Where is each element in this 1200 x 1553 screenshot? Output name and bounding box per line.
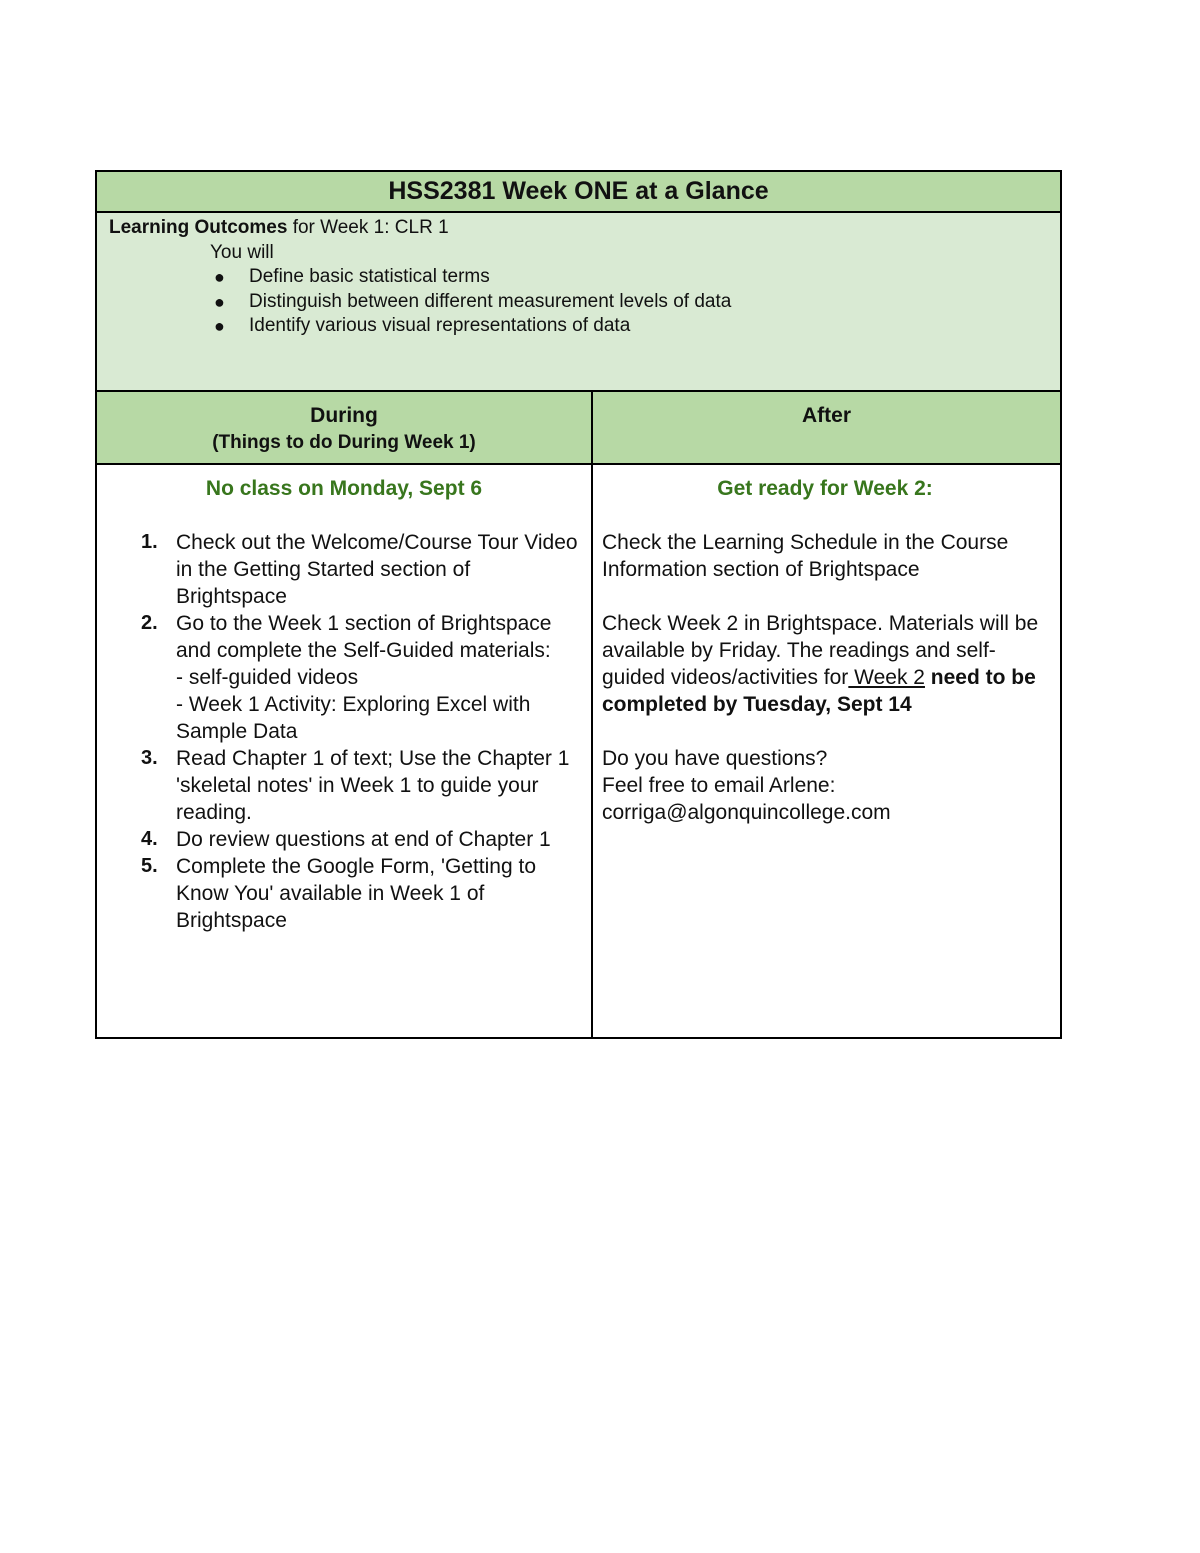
week2-note: Check Week 2 in Brightspace. Materials will be available by Friday. The readings and self-guided videos/activities for Week 2 need to be completed by Tuesday, Sept 14 (602, 612, 1039, 716)
title-row (96, 171, 1061, 212)
list-item: 1. Check out the Welcome/Course Tour Video in the Getting Started section of Brightspace (141, 531, 578, 608)
during-subheader: (Things to do During Week 1) (212, 432, 476, 453)
learning-outcomes-label-bold: Learning Outcomes (109, 217, 288, 238)
learning-outcomes-list (109, 265, 1048, 339)
content-row (96, 464, 1061, 1038)
step-number: 4. (141, 828, 158, 850)
after-highlight: Get ready for Week 2: (717, 477, 933, 500)
contact-email[interactable]: corriga@algonquincollege.com (602, 801, 891, 824)
week-at-a-glance-table (95, 170, 1062, 1039)
step-number: 1. (141, 531, 158, 553)
list-item: 4. Do review questions at end of Chapter 1 (141, 828, 551, 851)
schedule-note: Check the Learning Schedule in the Course Information section of Brightspace (602, 531, 1009, 581)
step-number: 5. (141, 855, 158, 877)
after-header-cell (592, 391, 1061, 464)
deadline-text: need to be completed by Tuesday, Sept 14 (602, 666, 1036, 716)
learning-outcomes-cell (96, 212, 1061, 391)
column-header-row (96, 391, 1061, 464)
list-item: ● Distinguish between different measurement levels of data (249, 290, 1048, 315)
during-steps-list (109, 529, 579, 934)
during-header: During (310, 404, 378, 427)
list-item: 3. Read Chapter 1 of text; Use the Chapter 1 'skeletal notes' in Week 1 to guide your reading. (141, 747, 570, 824)
after-content-cell (592, 464, 1061, 1038)
list-item: 2. Go to the Week 1 section of Brightspace and complete the Self-Guided materials: - self-guided videos - Week 1 Activity: Exploring Excel with Sample Data (141, 612, 552, 743)
bullet-icon: ● (214, 267, 225, 287)
list-item: 5. Complete the Google Form, 'Getting to Know You' available in Week 1 of Brightspace (141, 855, 537, 932)
learning-outcomes-label-rest: for Week 1: CLR 1 (287, 217, 449, 238)
learning-outcomes-label (109, 216, 1048, 241)
questions-note: Do you have questions? Feel free to email Arlene: corriga@algonquincollege.com (602, 745, 1048, 826)
page-title: HSS2381 Week ONE at a Glance (96, 171, 1061, 212)
during-content-cell (96, 464, 592, 1038)
outcomes-row (96, 212, 1061, 391)
during-highlight: No class on Monday, Sept 6 (205, 477, 483, 500)
bullet-icon: ● (214, 291, 225, 312)
bullet-icon: ● (214, 316, 225, 336)
week2-link[interactable]: Week 2 (848, 666, 925, 689)
list-item: ● Define basic statistical terms (249, 265, 1048, 290)
step-number: 2. (141, 612, 158, 634)
learning-outcomes-intro: You will (210, 241, 274, 263)
after-header: After (802, 404, 852, 427)
step-number: 3. (141, 747, 158, 769)
during-header-cell (96, 391, 592, 464)
list-item: ● Identify various visual representations of data (249, 314, 1048, 339)
